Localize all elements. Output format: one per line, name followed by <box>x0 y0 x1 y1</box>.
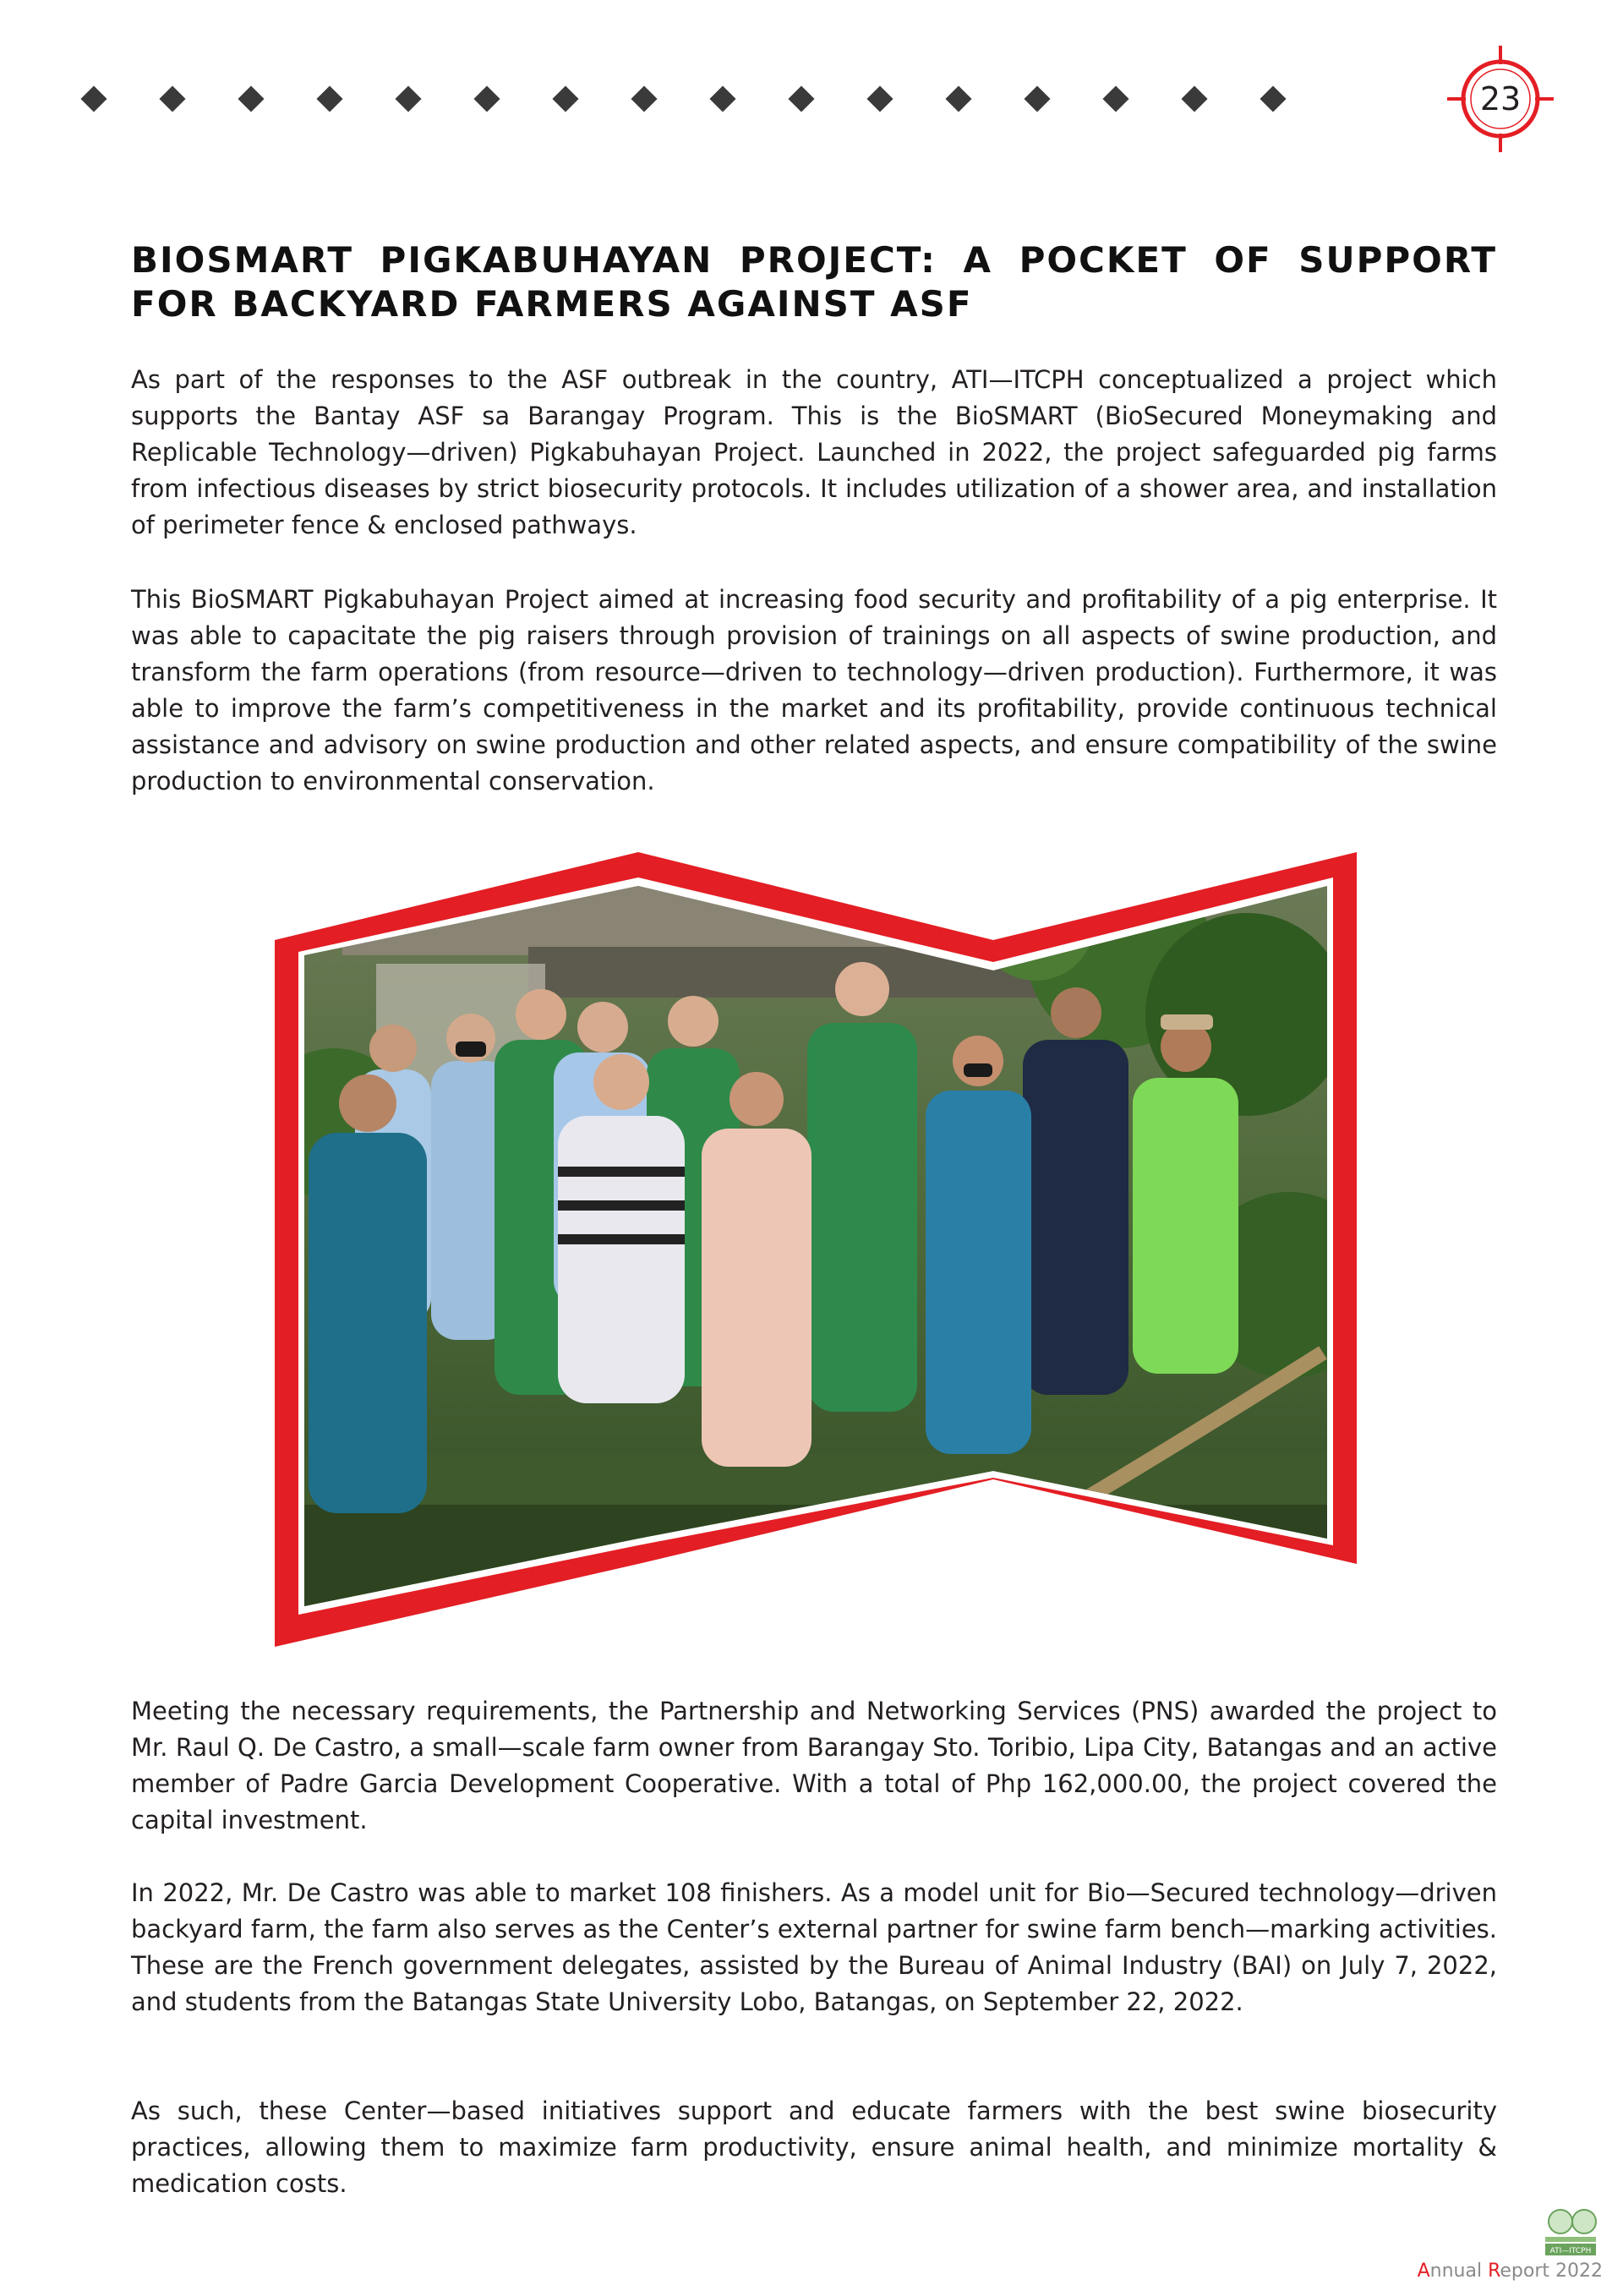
diamond-icon <box>552 85 578 112</box>
page-number-badge <box>1445 44 1555 154</box>
diamond-icon <box>1260 85 1286 112</box>
paragraph-1: As part of the responses to the ASF outbreak in the country, ATI—ITCPH conceptualized a project which supports the Bantay ASF sa Barangay Program. This is the BioSMART (BioSecured Moneymaking and Replicable Technology—driven) Pigkabuhayan Project. Launched in 2022, the project safeguarded pig farms from infectious diseases by strict biosecurity protocols. It includes utilization of a shower area, and installation of perimeter fence & enclosed pathways. <box>131 365 1497 539</box>
diamond-icon <box>395 85 421 112</box>
person-figure <box>309 1074 427 1513</box>
ati-itcph-logo <box>1537 2206 1604 2259</box>
person-figure <box>807 962 917 1412</box>
diamond-icon <box>238 85 264 112</box>
diamond-icon <box>866 85 893 112</box>
footer-letter-r: R <box>1488 2260 1500 2282</box>
footer-letter-a: A <box>1417 2260 1430 2282</box>
diamond-icon <box>709 85 735 112</box>
paragraph-2: This BioSMART Pigkabuhayan Project aimed at increasing food security and profitability of a pig enterprise. It was able to capacitate the pig raisers through provision of trainings on all aspects of swine production, and transform the farm operations (from resource—driven to technology—driven production). Furthermore, it was able to improve the farm’s competitiveness in the market and its profitability, provide continuous technical assistance and advisory on swine production and other related aspects, and ensure compatibility of the swine production to environmental conservation. <box>131 585 1497 795</box>
diamond-icon <box>1024 85 1050 112</box>
diamond-icon <box>631 85 657 112</box>
paragraph-5: As such, these Center—based initiatives support and educate farmers with the best swine biosecurity practices, allowing them to maximize farm productivity, ensure animal health, and minimize mortality & medication costs. <box>131 2096 1497 2198</box>
person-figure <box>1023 987 1128 1395</box>
header-diamond-row <box>85 85 1302 115</box>
logo-label: ATI—ITCPH <box>1549 2247 1592 2255</box>
diamond-icon <box>1181 85 1207 112</box>
diamond-icon <box>788 85 814 112</box>
diamond-icon <box>316 85 342 112</box>
group-photo-frame <box>275 845 1357 1648</box>
footer-word-report: eport 2022 <box>1500 2260 1603 2282</box>
footer-report-label <box>1418 2260 1603 2282</box>
article-title: BIOSMART PIGKABUHAYAN PROJECT: A POCKET OF SUPPORT FOR BACKYARD FARMERS AGAINST ASF <box>131 239 1497 325</box>
diamond-icon <box>159 85 185 112</box>
paragraph-4: In 2022, Mr. De Castro was able to market 108 finishers. As a model unit for Bio—Secured technology—driven backyard farm, the farm also serves as the Center’s external partner for swine farm bench—marking activities. These are the French government delegates, assisted by the Bureau of Animal Industry (BAI) on July 7, 2022, and students from the Batangas State University Lobo, Batangas, on September 22, 2022. <box>131 1878 1497 2016</box>
person-figure <box>926 1036 1031 1454</box>
diamond-icon <box>945 85 971 112</box>
page-number: 23 <box>1479 80 1522 118</box>
diamond-icon <box>473 85 500 112</box>
group-photo <box>275 845 1357 1648</box>
diamond-icon <box>80 85 107 112</box>
footer-word-annual: nnual <box>1429 2260 1489 2282</box>
diamond-icon <box>1102 85 1128 112</box>
person-figure <box>702 1072 812 1467</box>
paragraph-3: Meeting the necessary requirements, the Partnership and Networking Services (PNS) awarded the project to Mr. Raul Q. De Castro, a small—scale farm owner from Barangay Sto. Toribio, Lipa City, Batangas and an active member of Padre Garcia Development Cooperative. With a total of Php 162,000.00, the project covered the capital investment. <box>131 1697 1497 1834</box>
